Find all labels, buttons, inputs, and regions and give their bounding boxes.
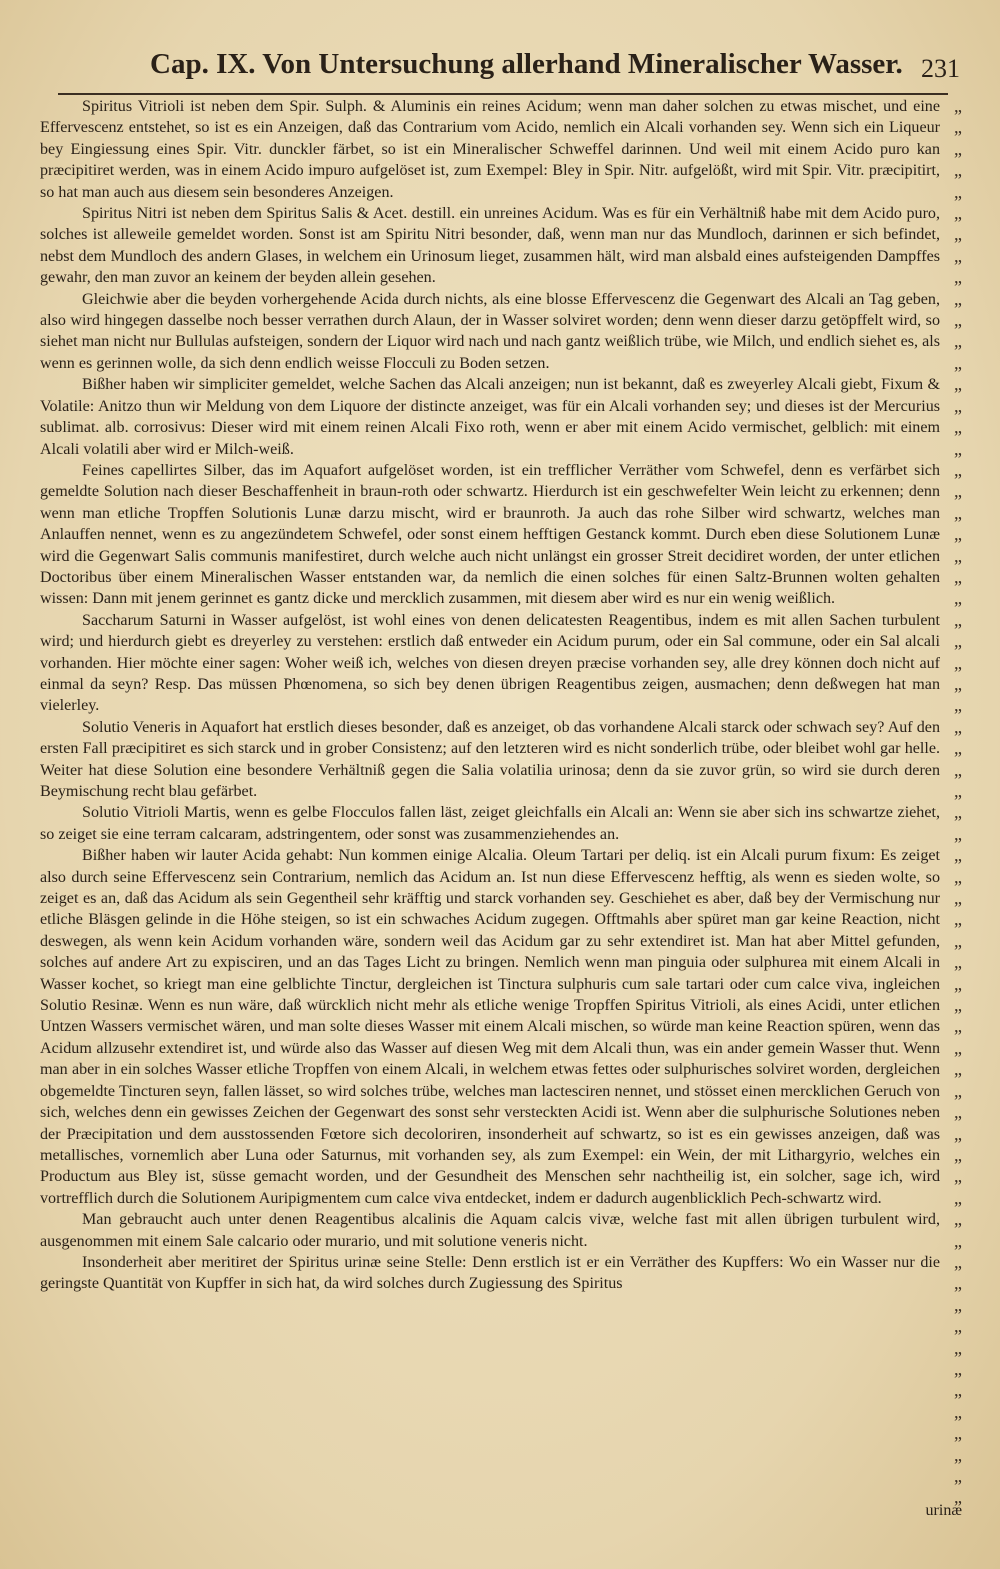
margin-quote-mark: „: [954, 245, 962, 266]
paragraph: Gleichwie aber die beyden vorhergehende Acida durch nichts, als eine blosse Effervescenz die Gegenwart des Alcali an Tag geben, also wird hingegen dasselbe noch besser verrathen durch Alaun, der in Wasser solviret worden; denn wenn dieser darzu getöpffelt wird, so siehet man nicht nur Bullulas aufsteigen, sondern der Liquor wird nach und nach gantz weißlich trübe, wie Milch, und endlich siehet es, als wenn es gerinnen wolle, da sich denn endlich weisse Flocculi zu Boden setzen.: [40, 290, 940, 372]
margin-quote-mark: „: [954, 96, 962, 116]
margin-quote-mark: „: [954, 1294, 962, 1315]
margin-quote-mark: „: [954, 181, 962, 202]
margin-quote-mark: „: [954, 1102, 962, 1123]
margin-quote-mark: „: [954, 952, 962, 973]
margin-quote-mark: „: [954, 1123, 962, 1144]
margin-quote-mark: „: [954, 759, 962, 780]
margin-quote-mark: „: [954, 716, 962, 737]
running-header: [60, 48, 960, 88]
margin-quote-mark: „: [954, 310, 962, 331]
margin-quote-mark: „: [954, 395, 962, 416]
margin-quote-mark: „: [954, 481, 962, 502]
margin-quote-mark: „: [954, 1487, 962, 1508]
page-body: [40, 96, 940, 1295]
margin-quote-mark: „: [954, 888, 962, 909]
margin-quote-mark: „: [954, 1444, 962, 1465]
margin-quote-mark: „: [954, 1466, 962, 1486]
margin-quote-mark: „: [954, 995, 962, 1016]
margin-quote-mark: „: [954, 973, 962, 994]
page-number: 231: [921, 54, 960, 83]
paragraph: Solutio Veneris in Aquafort hat erstlich dieses besonder, daß es anzeiget, ob das vorhandene Alcali starck oder schwach sey? Auf den ersten Fall præcipitiret es sich starck und in grober Consistenz; auf den letzteren wird es nicht sonderlich trübe, oder bleibet wohl gar helle. Weiter hat diese Solution eine besondere Verhältniß gegen die Salia volatilia urinosa; denn da sie zuvor grün, so wird sie durch deren Beymischung recht blau gefärbet.: [40, 718, 940, 800]
paragraph: Spiritus Nitri ist neben dem Spiritus Salis & Acet. destill. ein unreines Acidum. Was es für ein Verhältniß habe mit dem Acido puro, solches ist alleweile gemeldet worden. Sonst ist am Spiritu Nitri besonder, daß, wenn man nur das Mundloch, darinnen er sich befindet, nebst dem Mundloch des andern Glases, in welchem ein Urinosum lieget, zusammen hält, wird man alsbald eines aufsteigenden Dampffes gewahr, den man zuvor an keinem der beyden allein gesehen.: [40, 205, 940, 287]
margin-quote-mark: „: [954, 1358, 962, 1379]
paragraph: Solutio Vitrioli Martis, wenn es gelbe Flocculos fallen läst, zeiget gleichfalls ein Alcali an: Wenn sie aber sich ins schwartze ziehet, so zeiget sie eine terram calcaram, adstringentem, oder sonst was zusammenziehendes an.: [40, 804, 940, 843]
paragraph: Insonderheit aber meritiret der Spiritus urinæ seine Stelle: Denn erstlich ist er ein Verräther des Kupffers: Wo ein Wasser nur die geringste Quantität von Kupffer in sich hat, da wird solches durch Zugiessung des Spiritus: [40, 1253, 940, 1293]
margin-quote-mark: „: [954, 545, 962, 566]
margin-quote-mark: „: [954, 117, 962, 138]
margin-quote-marks: [948, 96, 968, 1509]
margin-quote-mark: „: [954, 1316, 962, 1337]
margin-quote-mark: „: [954, 352, 962, 373]
header-rule: [58, 93, 948, 95]
margin-quote-mark: „: [954, 331, 962, 352]
paragraph: Spiritus Vitrioli ist neben dem Spir. Sulph. & Aluminis ein reines Acidum; wenn man daher solchen zu etwas mischet, und eine Effervescenz entstehet, so ist es ein Anzeigen, daß das Contrarium vom Acido, nemlich ein Alcali vorhanden sey. Wenn sich ein Liqueur bey Eingiessung eines Spir. Vitr. dunckler färbet, so ist ein Mineralischer Schweffel darinnen. Und weil mit einem Acido puro kan præcipitiret werden, was in einem Acido impuro aufgelöset ist, zum Exempel: Bley in Spir. Nitr. aufgelößt, wird mit Spir. Vitr. præcipitirt, so hat man auch aus diesem sein besonderes Anzeigen.: [40, 98, 940, 201]
margin-quote-mark: „: [954, 652, 962, 673]
paragraph: Man gebraucht auch unter denen Reagentibus alcalinis die Aquam calcis vivæ, welche fast mit allen übrigen turbulent wird, ausgenommen mit einem Sale calcario oder murario, und mit solutione veneris nicht.: [40, 1211, 940, 1250]
margin-quote-mark: „: [954, 438, 962, 459]
margin-quote-mark: „: [954, 374, 962, 395]
margin-quote-mark: „: [954, 1423, 962, 1444]
margin-quote-mark: „: [954, 1144, 962, 1165]
catchword: urinæ: [925, 1502, 962, 1519]
margin-quote-mark: „: [954, 695, 962, 716]
margin-quote-mark: „: [954, 1037, 962, 1058]
margin-quote-mark: „: [954, 502, 962, 523]
paragraph: Bißher haben wir lauter Acida gehabt: Nun kommen einige Alcalia. Oleum Tartari per deliq. ist ein Alcali purum fixum: Es zeiget also durch seine Effervescenz sein Contrarium, nemlich das Acidum an. Ist nun diese Effervescenz hefftig, als wenn es sieden wolte, so zeiget es an, daß das Acidum als sein Gegentheil sehr kräfftig und starck vorhanden sey. Geschiehet es aber, daß bey der Vermischung nur etliche Bläsgen gelinde in die Höhe steigen, so ist ein schwaches Acidum zugegen. Offtmahls aber spüret man gar keine Reaction, nicht deswegen, als wenn kein Acidum vorhanden wäre, sondern weil das Acidum gar zu sehr extendiret ist. Man hat aber Mittel gefunden, solches auf andere Art zu expisciren, und an das Tages Licht zu bringen. Nemlich wenn man pinguia oder sulphurea mit einem Alcali in Wasser kochet, so kriegt man eine gelblichte Tinctur, dergleichen ist Tinctura sulphuris cum sale tartari oder cum calce viva, ingleichen Solutio Resinæ. Wenn es nun wäre, daß würcklich nicht mehr als etliche wenige Tropffen Spiritus Vitrioli, als eines Acidi, unter etlichen Untzen Wassers vermischet wären, und man solte dieses Wasser mit einem Alcali mischen, so würde man keine Reaction spüren, wenn das Acidum allzusehr extendiret ist, und würde also das Wasser auf diesen Weg mit dem Alcali thun, was ein ander gemein Wasser thut. Wenn man aber in ein solches Wasser etliche Tropffen von einem Alcali, in welchem etwas fettes oder sulphurisches solviret worden, dergleichen obgemeldte Tincturen seyn, fallen lässet, so wird solches trübe, welches man lactesciren nennet, und stösset einen mercklichen Geruch von sich, welches denn ein gewisses Zeichen der Gegenwart des sonst sehr versteckten Acidi ist. Wenn aber die sulphurische Solutiones neben der Præcipitation und dem ausstossenden Fœtore sich decoloriren, insonderheit auf schwartz, so ist es ein gewisses anzeigen, daß was metallisches, vornemlich aber Luna oder Saturnus, mit vorhanden sey, als zum Exempel: ein Wein, der mit Lithargyrio, welches ein Productum aus Bley ist, süsse gemacht worden, und der Gesundheit des Menschen sehr nachtheilig ist, ein solcher, sage ich, wird vortrefflich durch die Solutionem Auripigmentem cum calce viva entdecket, indem er dadurch augenblicklich Pech-schwartz wird.: [40, 847, 940, 1207]
margin-quote-mark: „: [954, 1337, 962, 1358]
margin-quote-mark: „: [954, 138, 962, 159]
margin-quote-mark: „: [954, 1080, 962, 1101]
margin-quote-mark: „: [954, 1273, 962, 1294]
margin-quote-mark: „: [954, 1016, 962, 1037]
margin-quote-mark: „: [954, 609, 962, 630]
margin-quote-mark: „: [954, 673, 962, 694]
margin-quote-mark: „: [954, 288, 962, 309]
margin-quote-mark: „: [954, 909, 962, 930]
paragraph: Saccharum Saturni in Wasser aufgelöst, ist wohl eines von denen delicatesten Reagentibus, indem es mit allen Sachen turbulent wird; und hierdurch giebt es dreyerley zu verstehen: erstlich daß entweder ein Acidum purum, oder ein Sal commune, oder ein Sal alcali vorhanden. Hier möchte einer sagen: Woher weiß ich, welches von diesen dreyen præcise vorhanden sey, alle drey können doch nicht auf einmal da seyn? Resp. Das müssen Phœnomena, so sich bey denen übrigen Reagentibus zeigen, ausmachen; denn deßwegen hat man vielerley.: [40, 611, 940, 715]
margin-quote-mark: „: [954, 417, 962, 438]
margin-quote-mark: „: [954, 459, 962, 480]
paragraph: Bißher haben wir simpliciter gemeldet, welche Sachen das Alcali anzeigen; nun ist bekannt, daß es zweyerley Alcali giebt, Fixum & Volatile: Anitzo thun wir Meldung von dem Liquore der distincte anzeiget, was für ein Alcali vorhanden sey; und dieses ist der Mercurius sublimat. alb. corrosivus: Dieser wird mit einem reinen Alcali Fixo roth, wenn er aber mit einem Acido vermischet, gelblich: mit einem Alcali volatili aber wird er Milch-weiß.: [40, 376, 940, 458]
margin-quote-mark: „: [954, 845, 962, 866]
margin-quote-mark: „: [954, 631, 962, 652]
margin-quote-mark: „: [954, 1230, 962, 1251]
margin-quote-mark: „: [954, 1166, 962, 1187]
margin-quote-mark: „: [954, 738, 962, 759]
margin-quote-mark: „: [954, 224, 962, 245]
margin-quote-mark: „: [954, 866, 962, 887]
margin-quote-mark: „: [954, 823, 962, 844]
margin-quote-mark: „: [954, 1059, 962, 1080]
margin-quote-mark: „: [954, 566, 962, 587]
margin-quote-mark: „: [954, 203, 962, 224]
margin-quote-mark: „: [954, 524, 962, 545]
margin-quote-mark: „: [954, 802, 962, 823]
margin-quote-mark: „: [954, 1187, 962, 1208]
margin-quote-mark: „: [954, 1251, 962, 1272]
margin-quote-mark: „: [954, 930, 962, 951]
margin-quote-mark: „: [954, 160, 962, 181]
margin-quote-mark: „: [954, 1380, 962, 1401]
chapter-title: Cap. IX. Von Untersuchung allerhand Mineralischer Wasser.: [150, 48, 903, 80]
margin-quote-mark: „: [954, 1209, 962, 1230]
margin-quote-mark: „: [954, 1401, 962, 1422]
paragraph: Feines capellirtes Silber, das im Aquafort aufgelöset worden, ist ein trefflicher Verräther vom Schwefel, denn es verfärbet sich gemeldte Solution nach dieser Beschaffenheit in braun-roth oder schwartz. Hierdurch ist ein geschwefelter Wein leicht zu erkennen; denn wenn man etliche Tropffen Solutionis Lunæ darzu mischt, wird er braunroth. Ja auch das rohe Silber wird schwartz, welches man Anlauffen nennet, wenn es zu angezündetem Schwefel, oder sonst einem hefftigen Gestanck kommt. Durch eben diese Solutionem Lunæ wird die Gegenwart Salis communis manifestiret, durch welche auch nicht unlängst ein grosser Streit decidiret worden, der unter etlichen Doctoribus über einem Mineralischen Wasser entstanden war, da nemlich die einen solches für einen Saltz-Brunnen wolten gehalten wissen: Dann mit jenem gerinnet es gantz dicke und mercklich zusammen, mit diesem aber wird es nur ein wenig weißlich.: [40, 461, 940, 608]
margin-quote-mark: „: [954, 588, 962, 609]
margin-quote-mark: „: [954, 781, 962, 801]
margin-quote-mark: „: [954, 267, 962, 288]
